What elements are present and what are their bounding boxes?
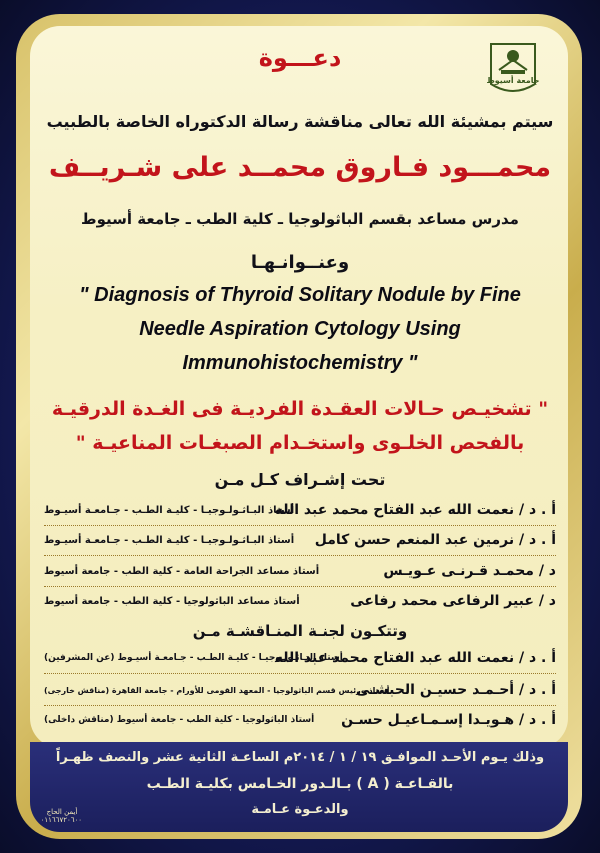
university-logo-icon <box>485 40 541 98</box>
committee-row <box>44 712 556 734</box>
committee-member-name: أ . د / هـويـدا إسـمـاعيـل حسـن <box>341 712 556 728</box>
committee-member-affiliation: أستاذ ورئيس قسم الباثولوجيا - المعهد القومى للأورام - جامعة القاهرة (مناقش خارجى) <box>44 686 390 695</box>
footer-closing: والدعـوة عـامـة <box>251 802 349 817</box>
footer-date: وذلك يـوم الأحـد الموافـق ١٩ / ١ / ٢٠١٤م الساعـة الثانية عشر والنصف ظهـراً <box>55 750 545 765</box>
supervisor-row <box>44 532 556 554</box>
supervisor-affiliation: أستاذ مساعد الجراحة العامة - كلية الطب - جامعة أسيوط <box>44 566 320 577</box>
supervisor-affiliation: أستاذ مساعد الباثولوجيا - كلية الطب - جامعة أسيوط <box>44 596 300 607</box>
committee-member-affiliation: أستاذ الباثولوجيا - كلية الطب - جامعة أسيوط (مناقش داخلى) <box>44 715 315 725</box>
committee-row <box>44 682 556 704</box>
invitation-title: دعـــوة <box>258 44 342 72</box>
supervisor-name: د / عبير الرفاعى محمد رفاعى <box>350 593 556 609</box>
candidate-name: محمـــود فـاروق محمــد على شـريــف <box>48 152 552 183</box>
supervisor-affiliation: أستاذ البـاثـولـوجيـا - كليـة الطـب - جـامعـة أسيـوط <box>44 535 295 546</box>
supervisor-name: أ . د / نرمين عبد المنعم حسن كامل <box>314 532 556 548</box>
supervision-label: تحت إشـراف كـل مـن <box>214 470 386 489</box>
row-divider <box>44 673 556 675</box>
row-divider <box>44 525 556 527</box>
committee-label: وتتكـون لجنـة المنـاقشـة مـن <box>192 622 408 640</box>
supervisor-row <box>44 502 556 524</box>
thesis-title-en-line-2: Needle Aspiration Cytology Using <box>139 318 461 340</box>
footer-place: بالقـاعـة ( A ) بـالـدور الخـامس بكليـة الطـب <box>146 776 454 792</box>
committee-member-name: أ . د / أحـمـد حسيـن الحبشـى <box>355 682 556 698</box>
thesis-title-label: وعنــوانـهـا <box>250 252 350 273</box>
intro-line: سيتم بمشيئة الله تعالى مناقشة رسالة الدكتوراه الخاصة بالطبيب <box>46 112 554 131</box>
row-divider <box>44 705 556 707</box>
designer-signature: أيمن الحاج ٠١١٦٦٧٢٠٦٠٠ <box>40 808 82 824</box>
supervisor-affiliation: أستاذ البـاثـولـوجيـا - كليـة الطـب - جـامعـة أسيـوط <box>44 505 295 516</box>
supervisor-row <box>44 563 556 585</box>
thesis-title-en-line-1: " Diagnosis of Thyroid Solitary Nodule by Fine <box>79 284 521 306</box>
candidate-position: مدرس مساعد بقسم الباثولوجيا ـ كلية الطب ـ جامعة أسيوط <box>81 210 519 228</box>
row-divider <box>44 586 556 588</box>
thesis-title-en-line-3: Immunohistochemistry " <box>182 352 418 374</box>
logo-text: جامعة أسيوط <box>486 76 540 85</box>
row-divider <box>44 555 556 557</box>
committee-row <box>44 650 556 672</box>
committee-member-affiliation: أستاذ البـاثـولـوجيـا - كليـة الطـب - جـامعـة أسيـوط (عن المشرفين) <box>44 653 343 663</box>
committee-member-name: أ . د / نعمت الله عبد الفتاح محمد عبد الله <box>274 650 556 666</box>
thesis-title-ar-line-1: " تشخيـص حـالات العقـدة الفرديـة فى الغـدة الدرقيـة <box>51 398 549 420</box>
thesis-title-ar-line-2: بالفحص الخلـوى واستخـدام الصبغـات المناعيـة " <box>75 432 525 454</box>
supervisor-name: د / محمـد قـرنـى عـويـس <box>383 563 556 579</box>
supervisor-row <box>44 593 556 615</box>
supervisor-name: أ . د / نعمت الله عبد الفتاح محمد عبد الله <box>274 502 556 518</box>
